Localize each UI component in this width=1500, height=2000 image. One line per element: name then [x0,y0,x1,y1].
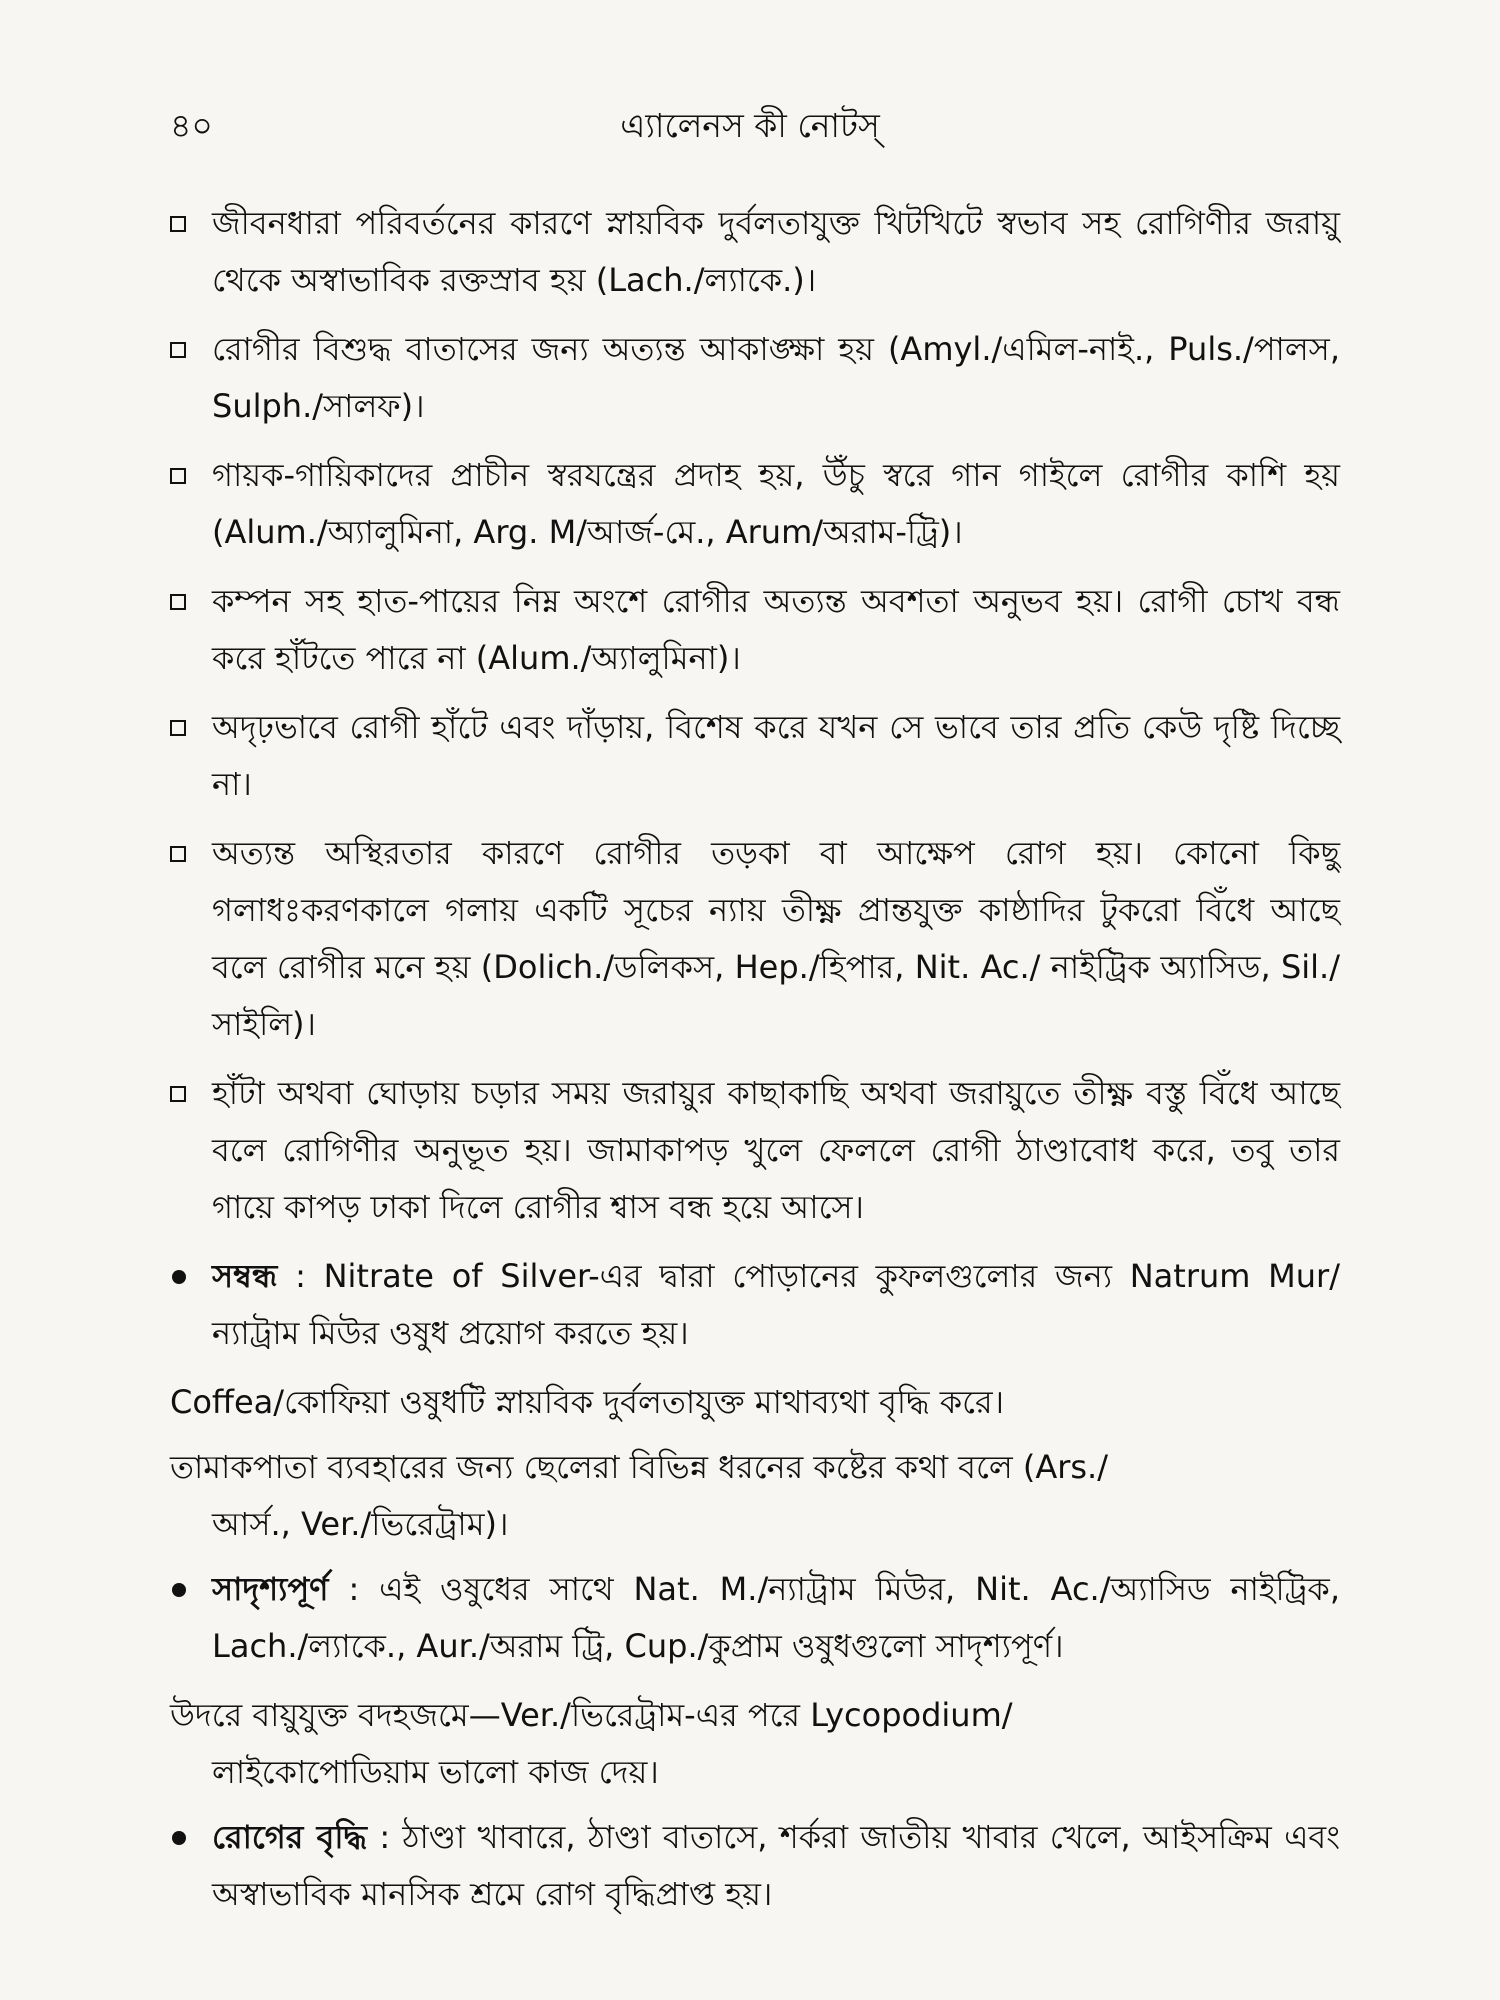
list-item [170,447,1340,561]
round-bullet-icon [172,1270,186,1284]
list-item-text: অত্যন্ত অস্থিরতার কারণে রোগীর তড়কা বা আক্ষেপ রোগ হয়। কোনো কিছু গলাধঃকরণকালে গলায় একটি সূচের ন্যায় তীক্ষ্ণ প্রান্তযুক্ত কাষ্ঠাদির টুকরো বিঁধে আছে বলে রোগীর মনে হয় (Dolich./ডলিকস, Hep./হিপার, Nit. Ac./ নাইট্রিক অ্যাসিড, Sil./সাইলি)। [212,834,1340,1043]
list-item-text: হাঁটা অথবা ঘোড়ায় চড়ার সময় জরায়ুর কাছাকাছি অথবা জরায়ুতে তীক্ষ্ণ বস্তু বিঁধে আছে বলে রোগিণীর অনুভূত হয়। জামাকাপড় খুলে ফেললে রোগী ঠাণ্ডাবোধ করে, তবু তার গায়ে কাপড় ঢাকা দিলে রোগীর শ্বাস বন্ধ হয়ে আসে। [212,1074,1340,1226]
list-item [170,699,1340,813]
coffea-paragraph: Coffea/কোফিয়া ওষুধটি স্নায়বিক দুর্বলতাযুক্ত মাথাব্যথা বৃদ্ধি করে। [170,1383,1005,1421]
page-header [0,100,1500,150]
flatulence-paragraph-line1: উদরে বায়ুযুক্ত বদহজমে—Ver./ভিরেট্রাম-এর পরে Lycopodium/ [170,1696,1013,1734]
list-item-text: জীবনধারা পরিবর্তনের কারণে স্নায়বিক দুর্বলতাযুক্ত খিটখিটে স্বভাব সহ রোগিণীর জরায়ু থেকে অস্বাভাবিক রক্তস্রাব হয় (Lach./ল্যাকে.)। [212,204,1340,299]
square-bullet-icon [170,1086,186,1102]
list-item-text: গায়ক-গায়িকাদের প্রাচীন স্বরযন্ত্রের প্রদাহ হয়, উঁচু স্বরে গান গাইলে রোগীর কাশি হয় (Alum./অ্যালুমিনা, Arg. M/আর্জ-মে., Arum/অরাম-ট্রি)। [212,456,1340,551]
list-item-text: রোগীর বিশুদ্ধ বাতাসের জন্য অত্যন্ত আকাঙ্ক্ষা হয় (Amyl./এমিল-নাই., Puls./পালস, Sulph./সালফ)। [212,330,1340,425]
relation-label: সম্বন্ধ [212,1257,278,1295]
flatulence-paragraph-line2: লাইকোপোডিয়াম ভালো কাজ দেয়। [212,1753,659,1791]
similar-label: সাদৃশ্যপূর্ণ [212,1570,329,1608]
square-bullet-icon [170,846,186,862]
square-bullet-icon [170,342,186,358]
flatulence-paragraph [170,1687,1340,1801]
similar-section [170,1561,1340,1675]
page-content [170,195,1340,1935]
list-item [170,195,1340,309]
round-bullet-icon [172,1831,186,1845]
aggravation-section [170,1809,1340,1923]
square-bullet-icon [170,594,186,610]
aggravation-label: রোগের বৃদ্ধি [212,1818,368,1856]
running-title: এ্যালেনস কী নোটস্ [620,106,880,145]
relation-text: : Nitrate of Silver-এর দ্বারা পোড়ানের কুফলগুলোর জন্য Natrum Mur/ন্যাট্রাম মিউর ওষুধ প্রয়োগ করতে হয়। [212,1257,1340,1352]
tobacco-paragraph [170,1439,1340,1553]
list-item [170,1065,1340,1236]
list-item-text: অদৃঢ়ভাবে রোগী হাঁটে এবং দাঁড়ায়, বিশেষ করে যখন সে ভাবে তার প্রতি কেউ দৃষ্টি দিচ্ছে না। [212,708,1340,803]
list-item [170,321,1340,435]
tobacco-paragraph-line1: তামাকপাতা ব্যবহারের জন্য ছেলেরা বিভিন্ন ধরনের কষ্টের কথা বলে (Ars./ [170,1448,1109,1486]
relation-section [170,1248,1340,1362]
list-item [170,573,1340,687]
square-bullet-icon [170,468,186,484]
similar-text: : এই ওষুধের সাথে Nat. M./ন্যাট্রাম মিউর, Nit. Ac./অ্যাসিড নাইট্রিক, Lach./ল্যাকে., Aur./অরাম ট্রি, Cup./কুপ্রাম ওষুধগুলো সাদৃশ্যপূর্ণ। [212,1570,1340,1665]
square-bullet-icon [170,720,186,736]
aggravation-text: : ঠাণ্ডা খাবারে, ঠাণ্ডা বাতাসে, শর্করা জাতীয় খাবার খেলে, আইসক্রিম এবং অস্বাভাবিক মানসিক শ্রমে রোগ বৃদ্ধিপ্রাপ্ত হয়। [212,1818,1341,1913]
list-item-text: কম্পন সহ হাত-পায়ের নিম্ন অংশে রোগীর অত্যন্ত অবশতা অনুভব হয়। রোগী চোখ বন্ধ করে হাঁটতে পারে না (Alum./অ্যালুমিনা)। [212,582,1340,677]
list-item [170,825,1340,1053]
square-bullet-icon [170,216,186,232]
round-bullet-icon [172,1583,186,1597]
page-number: ৪০ [170,106,213,145]
tobacco-paragraph-line2: আর্স., Ver./ভিরেট্রাম)। [212,1505,509,1543]
